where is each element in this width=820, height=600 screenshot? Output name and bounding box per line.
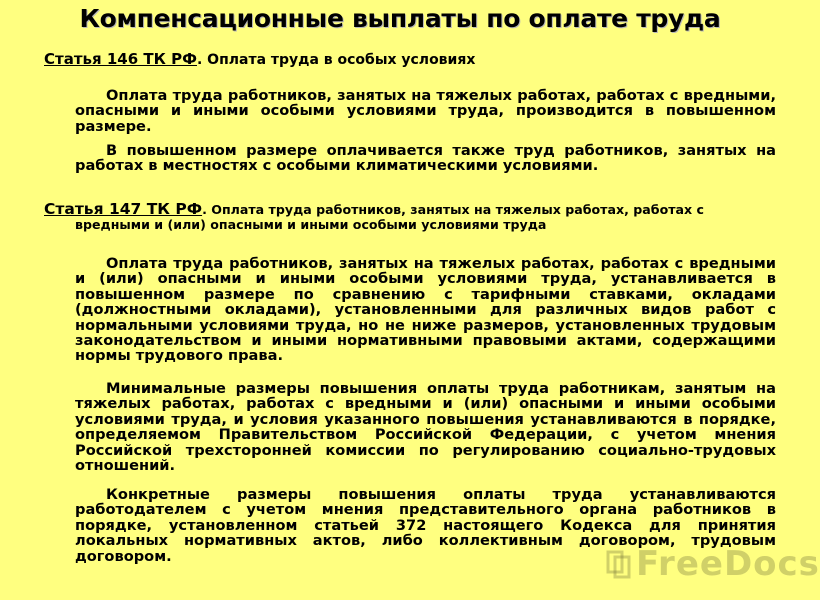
article-146-paragraph-1: Оплата труда работников, занятых на тяжелых работах, работах с вредными, опасными и иными особыми условиями труда, производится в повышенном размере. bbox=[75, 87, 776, 135]
slide-title: Компенсационные выплаты по оплате труда bbox=[79, 4, 721, 33]
article-147-reference: Статья 147 ТК РФ bbox=[44, 200, 203, 218]
article-147-title-line-1: . Оплата труда работников, занятых на тяжелых работах, работах с bbox=[202, 202, 704, 217]
article-147-heading bbox=[44, 202, 776, 232]
article-146-heading bbox=[44, 51, 784, 69]
article-147-paragraph-1: Оплата труда работников, занятых на тяжелых работах, работах с вредными и (или) опасными и иными особыми условиями труда, устанавливается в повышенном размере по сравнению с тарифными ставками, окладами (должностными окладами), установленными для различных видов работ с нормальными условиями труда, но не ниже размеров, установленных трудовым законодательством и иными нормативными правовыми актами, содержащими нормы трудового права. bbox=[75, 255, 776, 365]
watermark-logo-icon bbox=[606, 548, 632, 578]
watermark: FreeDocs bbox=[636, 544, 820, 584]
article-147-paragraph-3: Конкретные размеры повышения оплаты труда устанавливаются работодателем с учетом мнения представительного органа работников в порядке, установленном статьей 372 настоящего Кодекса для принятия локальных нормативных актов, либо коллективным договором, трудовым договором. bbox=[75, 486, 776, 565]
article-146-reference: Статья 146 ТК РФ bbox=[44, 50, 197, 68]
article-146-paragraph-2: В повышенном размере оплачивается также труд работников, занятых на работах в местностях с особыми климатическими условиями. bbox=[75, 142, 776, 175]
article-146-title: . Оплата труда в особых условиях bbox=[196, 52, 476, 68]
article-147-paragraph-2: Минимальные размеры повышения оплаты труда работникам, занятым на тяжелых работах, работах с вредными и (или) опасными и иными особыми условиями труда, и условия указанного повышения устанавливаются в порядке, определяемом Правительством Российской Федерации, с учетом мнения Российской трехсторонней комиссии по регулированию социально-трудовых отношений. bbox=[75, 380, 776, 475]
article-147-title-line-2: вредными и (или) опасными и иными особыми условиями труда bbox=[75, 217, 547, 232]
